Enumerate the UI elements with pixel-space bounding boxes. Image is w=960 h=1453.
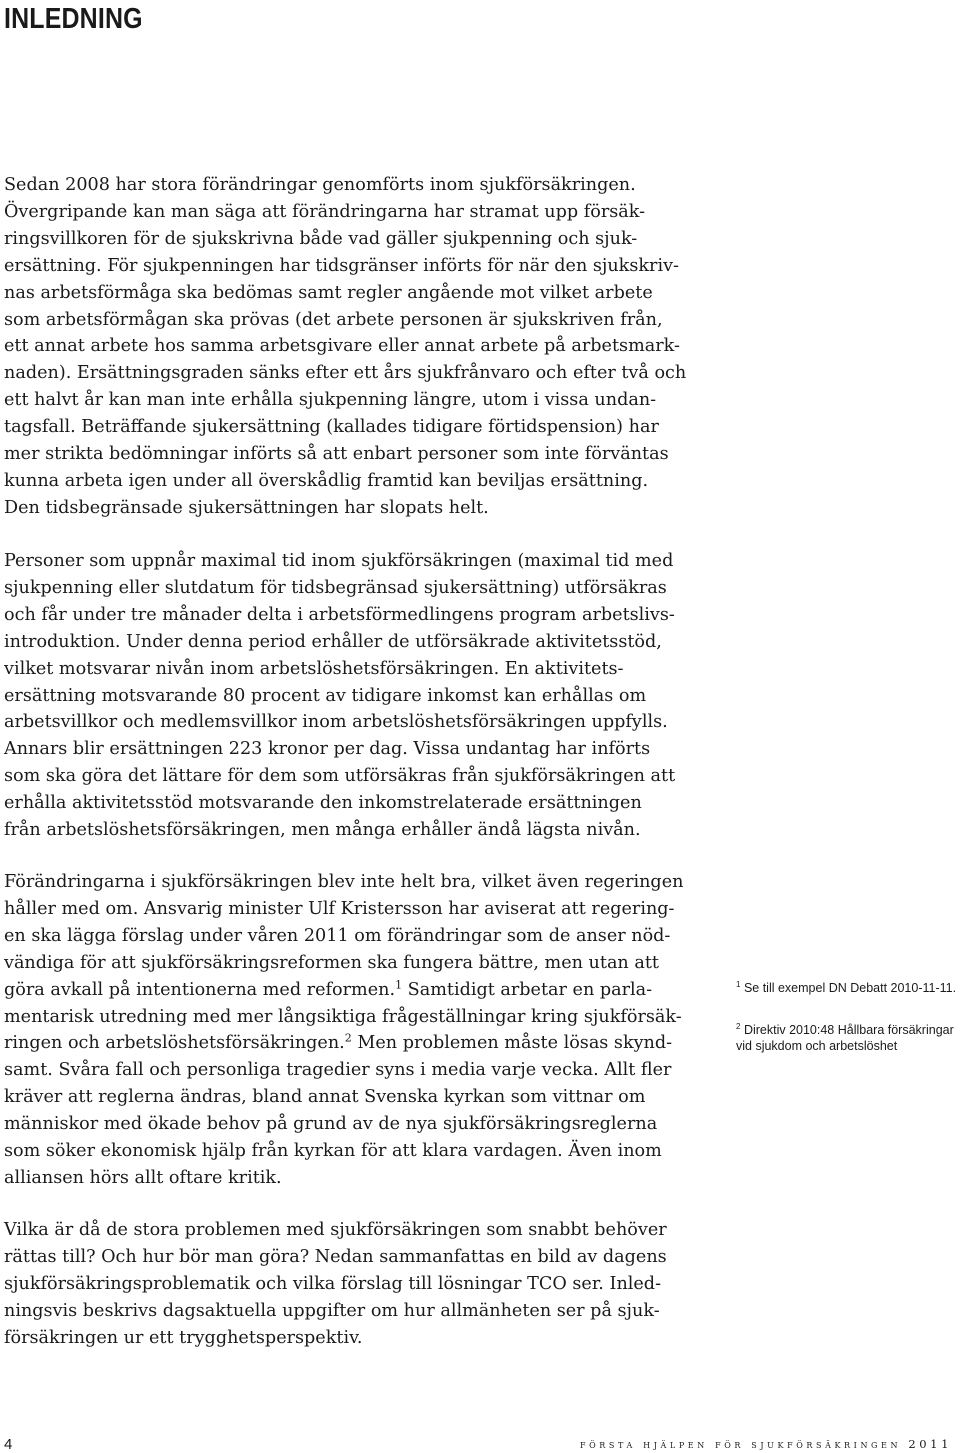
text-line: människor med ökade behov på grund av de nya sjukförsäkringsreglerna	[4, 1114, 658, 1135]
text-line: samt. Svåra fall och personliga tragedier syns i media varje vecka. Allt fler	[4, 1060, 672, 1081]
text-line: ersättning. För sjukpenningen har tidsgränser införts för när den sjukskriv-	[4, 255, 679, 276]
text-line: arbetsvillkor och medlemsvillkor inom arbetslöshetsförsäkringen uppfylls.	[4, 712, 668, 733]
text-line: mer strikta bedömningar införts så att enbart personer som inte förväntas	[4, 444, 669, 465]
footnote-1: $^1$ Se till exempel DN Debatt 2010-11-11.	[736, 980, 957, 995]
text-line: Förändringarna i sjukförsäkringen blev inte helt bra, vilket även regeringen	[4, 872, 684, 892]
text-line: och får under tre månader delta i arbetsförmedlingens program arbetslivs-	[4, 604, 675, 625]
text-line: Annars blir ersättningen 223 kronor per dag. Vissa undantag har införts	[4, 739, 651, 760]
text-line: vändiga för att sjukförsäkringsreformen ska fungera bättre, men utan att	[4, 952, 659, 973]
paragraph-2	[4, 548, 675, 844]
text-line: kunna arbeta igen under all överskådlig framtid kan beviljas ersättning.	[4, 470, 649, 491]
text-line: nas arbetsförmåga ska bedömas samt regler angående mot vilket arbete	[4, 282, 653, 303]
text-line: ett halvt år kan man inte erhålla sjukpenning längre, utom i vissa undan-	[4, 390, 657, 411]
running-title: första hjälpen för sjukförsäkringen 2011	[580, 1437, 952, 1451]
footnotes	[736, 980, 960, 1080]
text-line: introduktion. Under denna period erhåller de utförsäkrade aktivitetsstöd,	[4, 631, 662, 652]
text-line: sjukförsäkringsproblematik och vilka förslag till lösningar TCO ser. Inled-	[4, 1273, 662, 1294]
paragraph-1	[4, 172, 686, 522]
text-line: rättas till? Och hur bör man göra? Nedan sammanfattas en bild av dagens	[4, 1246, 667, 1267]
text-line: Den tidsbegränsade sjukersättningen har slopats helt.	[4, 497, 489, 518]
page-number: 4	[4, 1436, 13, 1453]
text-line: alliansen hörs allt oftare kritik.	[4, 1167, 282, 1188]
text-line: tagsfall. Beträffande sjukersättning (kallades tidigare förtidspension) har	[4, 417, 659, 438]
text-line: Övergripande kan man säga att förändringarna har stramat upp försäk-	[4, 201, 646, 222]
text-line: mentarisk utredning med mer långsiktiga frågeställningar kring sjukförsäk-	[4, 1006, 682, 1027]
text-line: ett annat arbete hos samma arbetsgivare eller annat arbete på arbetsmark-	[4, 336, 680, 357]
text-line: ningsvis beskrivs dagsaktuella uppgifter om hur allmänheten ser på sjuk-	[4, 1300, 660, 1321]
text-line: ringen och arbetslöshetsförsäkringen.$^2$ Men problemen måste lösas skynd-	[4, 1031, 673, 1054]
text-line: Personer som uppnår maximal tid inom sjukförsäkringen (maximal tid med	[4, 551, 674, 571]
paragraph-3	[4, 869, 683, 1192]
text-line: göra avkall på intentionerna med reformen.$^1$ Samtidigt arbetar en parla-	[4, 978, 653, 1000]
text-line: en ska lägga förslag under våren 2011 om förändringar som de anser nöd-	[4, 925, 671, 946]
footnote-ref: 1	[395, 978, 403, 992]
footnote-ref: 2	[344, 1031, 352, 1045]
text-line: som söker ekonomisk hjälp från kyrkan för att klara vardagen. Även inom	[4, 1141, 662, 1162]
text-line: naden). Ersättningsgraden sänks efter ett års sjukfrånvaro och efter två och	[4, 363, 687, 384]
paragraph-4	[4, 1217, 667, 1352]
text-line: erhålla aktivitetsstöd motsvarande den inkomstrelaterade ersättningen	[4, 793, 642, 814]
text-line: som ska göra det lättare för dem som utförsäkras från sjukförsäkringen att	[4, 766, 676, 787]
text-line: från arbetslöshetsförsäkringen, men många erhåller ändå lägsta nivån.	[4, 820, 641, 841]
text-line: håller med om. Ansvarig minister Ulf Kristersson har aviserat att regering-	[4, 898, 675, 919]
text-line: ersättning motsvarande 80 procent av tidigare inkomst kan erhållas om	[4, 685, 647, 706]
text-line: som arbetsförmågan ska prövas (det arbete personen är sjukskriven från,	[4, 309, 663, 330]
text-line: Sedan 2008 har stora förändringar genomförts inom sjukförsäkringen.	[4, 175, 636, 195]
text-line: försäkringen ur ett trygghetsperspektiv.	[4, 1327, 363, 1348]
text-line: kräver att reglerna ändras, bland annat Svenska kyrkan som vittnar om	[4, 1087, 646, 1108]
text-line: sjukpenning eller slutdatum för tidsbegränsad sjukersättning) utförsäkras	[4, 577, 667, 598]
page-heading: INLEDNING	[4, 3, 143, 35]
footnote-2: $^2$ Direktiv 2010:48 Hållbara försäkringar vid sjukdom och arbetslöshet	[736, 1022, 954, 1053]
text-line: vilket motsvarar nivån inom arbetslöshetsförsäkringen. En aktivitets-	[4, 658, 624, 679]
text-line: ringsvillkoren för de sjukskrivna både vad gäller sjukpenning och sjuk-	[4, 228, 638, 249]
text-line: Vilka är då de stora problemen med sjukförsäkringen som snabbt behöver	[4, 1220, 667, 1240]
